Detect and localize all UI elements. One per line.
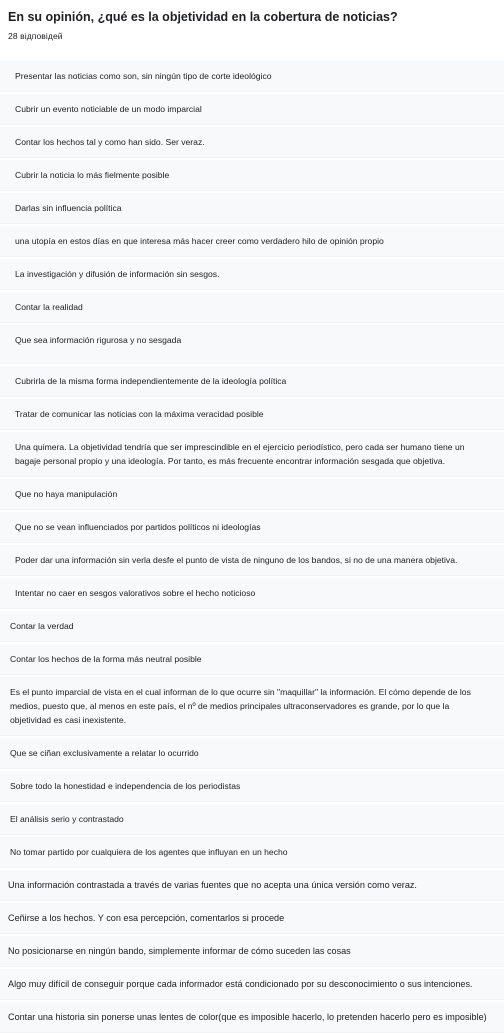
response-item: Contar la verdad xyxy=(0,611,504,642)
response-item: Que no se vean influenciados por partidos políticos ni ideologías xyxy=(0,512,504,543)
response-item: Contar la realidad xyxy=(0,292,504,323)
response-item: Que se ciñan exclusivamente a relatar lo ocurrido xyxy=(0,738,504,769)
response-item: No posicionarse en ningún bando, simplemente informar de cómo suceden las cosas xyxy=(0,936,504,967)
response-item: Cubrirla de la misma forma independientemente de la ideología política xyxy=(0,366,504,397)
response-item: Tratar de comunicar las noticias con la máxima veracidad posible xyxy=(0,399,504,430)
response-item: Darlas sin influencia política xyxy=(0,193,504,224)
response-item: Presentar las noticias como son, sin ningún tipo de corte ideológico xyxy=(0,61,504,92)
response-item: Que no haya manipulación xyxy=(0,479,504,510)
response-item: El análisis serio y contrastado xyxy=(0,804,504,835)
responses-list xyxy=(0,61,504,1033)
response-item: La investigación y difusión de información sin sesgos. xyxy=(0,259,504,290)
response-item: Contar los hechos tal y como han sido. Ser veraz. xyxy=(0,127,504,158)
response-item: Contar una historia sin ponerse unas lentes de color(que es imposible hacerlo, lo pretenden hacerlo pero es imposible) xyxy=(0,1002,504,1033)
response-item: No tomar partido por cualquiera de los agentes que influyan en un hecho xyxy=(0,837,504,868)
question-header xyxy=(0,0,504,41)
response-item: Una quimera. La objetividad tendría que ser imprescindible en el ejercicio periodístico, pero cada ser humano tiene un bagaje personal propio y una ideología. Por tanto, es más frecuente encontrar información sesgada que objetiva. xyxy=(0,432,504,477)
response-item: Intentar no caer en sesgos valorativos sobre el hecho noticioso xyxy=(0,578,504,609)
response-item: Cubrir un evento noticiable de un modo imparcial xyxy=(0,94,504,125)
response-item: una utopía en estos días en que interesa más hacer creer como verdadero hilo de opinión propio xyxy=(0,226,504,257)
response-item: Una información contrastada a través de varias fuentes que no acepta una única versión como veraz. xyxy=(0,870,504,901)
response-item: Ceñirse a los hechos. Y con esa percepción, comentarlos si procede xyxy=(0,903,504,934)
response-item: Poder dar una información sin verla desfe el punto de vista de ninguno de los bandos, si no de una manera objetiva. xyxy=(0,545,504,576)
response-item: Contar los hechos de la forma más neutral posible xyxy=(0,644,504,675)
response-count: 28 відповідей xyxy=(8,31,63,41)
response-item: Es el punto imparcial de vista en el cual informan de lo que ocurre sin "maquillar" la información. El cómo depende de los medios, puesto que, al menos en este país, el nº de medios principales ultraconservadores es grande, por lo que la objetividad es casi inexistente. xyxy=(0,677,504,736)
question-title: En su opinión, ¿qué es la objetividad en la cobertura de noticias? xyxy=(8,10,398,24)
response-item: Que sea información rigurosa y no sesgada xyxy=(0,325,504,364)
response-item: Algo muy difícil de conseguir porque cada informador está condicionado por su desconocimiento o sus intenciones. xyxy=(0,969,504,1000)
response-item: Sobre todo la honestidad e independencia de los periodistas xyxy=(0,771,504,802)
response-item: Cubrir la noticia lo más fielmente posible xyxy=(0,160,504,191)
